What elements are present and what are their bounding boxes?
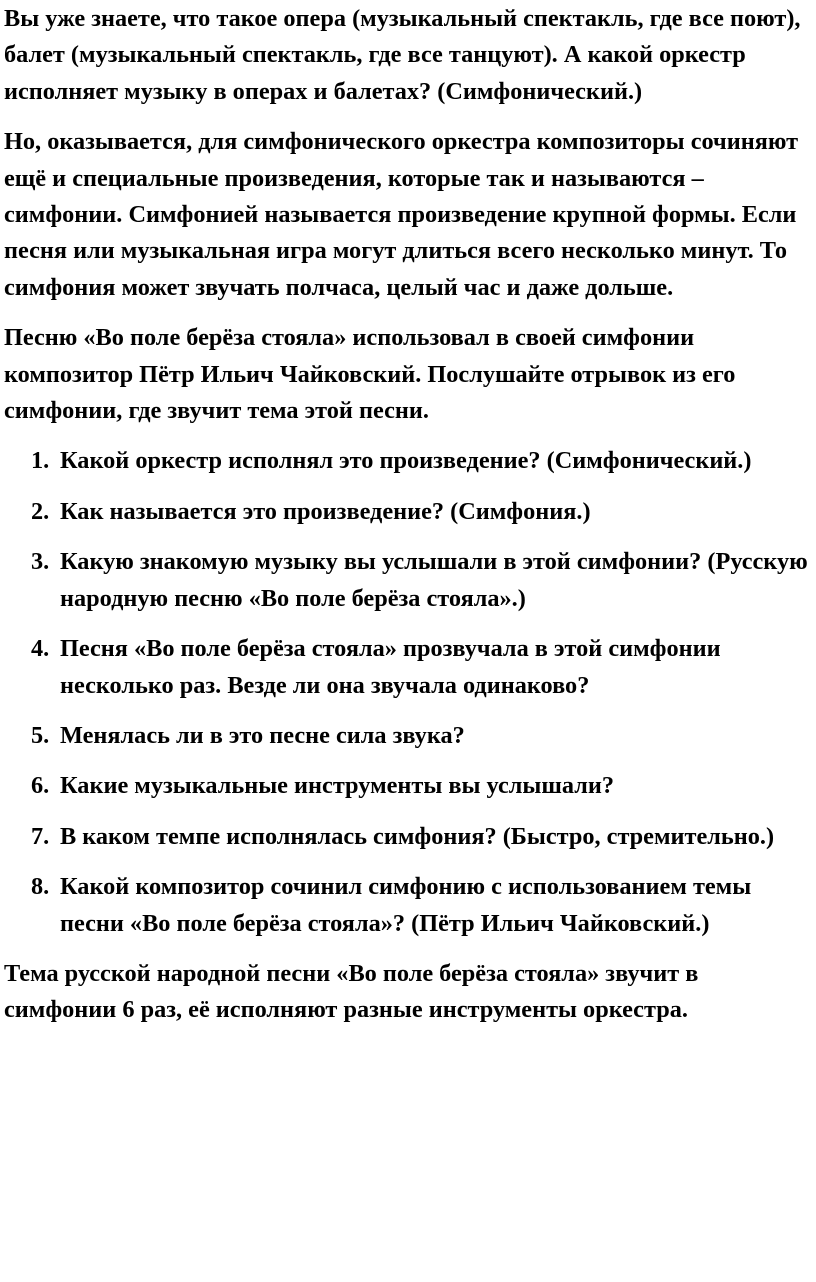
list-item-number: 5. <box>31 721 50 749</box>
list-item-text: Менялась ли в это песне сила звука? <box>60 721 465 749</box>
list-item <box>4 718 810 754</box>
list-item <box>4 494 810 530</box>
list-item <box>4 819 810 855</box>
list-item <box>4 631 810 704</box>
list-item <box>4 869 810 942</box>
list-item-number: 3. <box>31 548 50 576</box>
list-item-number: 1. <box>31 447 50 475</box>
list-item-number: 6. <box>31 772 50 800</box>
list-item-text: В каком темпе исполнялась симфония? (Быстро, стремительно.) <box>60 822 775 850</box>
questions-list <box>4 443 810 941</box>
symphony-definition-paragraph: Но, оказывается, для симфонического оркестра композиторы сочиняют ещё и специальные произведения, которые так и называются – симфонии. Симфонией называется произведение крупной формы. Если песня или музыкальная игра могут длиться всего несколько минут. То симфония может звучать полчаса, целый час и даже дольше. <box>4 128 799 301</box>
list-item-text: Какие музыкальные инструменты вы услышали? <box>60 772 614 800</box>
list-item-number: 8. <box>31 873 50 901</box>
list-item <box>4 768 810 804</box>
list-item-text: Какую знакомую музыку вы услышали в этой симфонии? (Русскую народную песню «Во поле берёза стояла».) <box>60 548 808 612</box>
list-item-number: 7. <box>31 822 50 850</box>
listening-task-paragraph: Песню «Во поле берёза стояла» использовал в своей симфонии композитор Пётр Ильич Чайковский. Послушайте отрывок из его симфонии, где звучит тема этой песни. <box>4 324 736 425</box>
list-item-text: Какой оркестр исполнял это произведение? (Симфонический.) <box>60 447 752 475</box>
intro-paragraph: Вы уже знаете, что такое опера (музыкальный спектакль, где все поют), балет (музыкальный спектакль, где все танцуют). А какой оркестр исполняет музыку в операх и балетах? (Симфонический.) <box>4 5 801 105</box>
list-item-number: 4. <box>31 635 50 663</box>
list-item-number: 2. <box>31 497 50 525</box>
list-item <box>4 544 810 617</box>
closing-paragraph: Тема русской народной песни «Во поле берёза стояла» звучит в симфонии 6 раз, её исполняют разные инструменты оркестра. <box>4 959 699 1024</box>
list-item-text: Какой композитор сочинил симфонию с использованием темы песни «Во поле берёза стояла»? (Пётр Ильич Чайковский.) <box>60 873 752 937</box>
list-item-text: Песня «Во поле берёза стояла» прозвучала в этой симфонии несколько раз. Везде ли она звучала одинаково? <box>60 635 721 699</box>
list-item-text: Как называется это произведение? (Симфония.) <box>60 497 591 525</box>
list-item <box>4 443 810 479</box>
